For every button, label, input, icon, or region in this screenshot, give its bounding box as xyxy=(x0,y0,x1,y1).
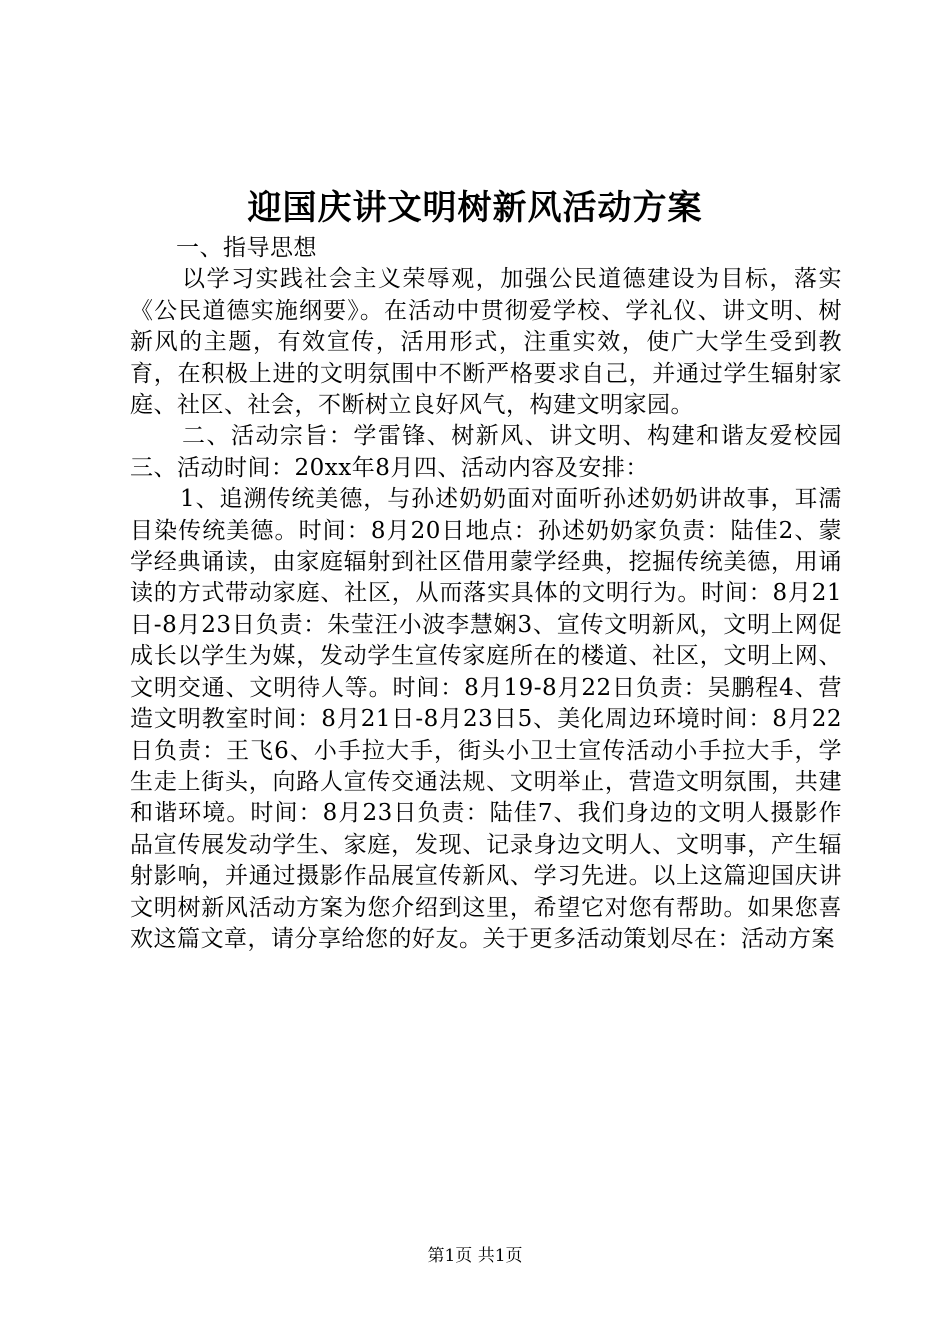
paragraph-purpose-time-content: 二、活动宗旨：学雷锋、树新风、讲文明、构建和谐友爱校园三、活动时间：20xx年8月四、活动内容及安排： xyxy=(130,423,842,481)
paragraph-guiding-thought: 以学习实践社会主义荣辱观，加强公民道德建设为目标，落实《公民道德实施纲要》。在活动中贯彻爱学校、学礼仪、讲文明、树新风的主题，有效宣传，活用形式，注重实效，使广大学生受到教育，在积极上进的文明氛围中不断严格要求自己，并通过学生辐射家庭、社区、社会，不断树立良好风气，构建文明家园。 xyxy=(130,266,842,419)
document-title: 迎国庆讲文明树新风活动方案 xyxy=(247,188,703,228)
page-footer: 第1页 共1页 xyxy=(427,1246,523,1266)
section-heading-guiding-thought: 一、指导思想 xyxy=(176,235,317,261)
paragraph-activity-list: 1、追溯传统美德，与孙述奶奶面对面听孙述奶奶讲故事，耳濡目染传统美德。时间：8月20日地点：孙述奶奶家负责：陆佳2、蒙学经典诵读，由家庭辐射到社区借用蒙学经典，挖掘传统美德，用诵读的方式带动家庭、社区，从而落实具体的文明行为。时间：8月21日-8月23日负责：朱莹汪小波李慧娴3、宣传文明新风，文明上网促成长以学生为媒，发动学生宣传家庭所在的楼道、社区，文明上网、文明交通、文明待人等。时间：8月19-8月22日负责：吴鹏程4、营造文明教室时间：8月21日-8月23日5、美化周边环境时间：8月22日负责：王飞6、小手拉大手，街头小卫士宣传活动小手拉大手，学生走上街头，向路人宣传交通法规、文明举止，营造文明氛围，共建和谐环境。时间：8月23日负责：陆佳7、我们身边的文明人摄影作品宣传展发动学生、家庭，发现、记录身边文明人、文明事，产生辐射影响，并通过摄影作品展宣传新风、学习先进。以上这篇迎国庆讲文明树新风活动方案为您介绍到这里，希望它对您有帮助。如果您喜欢这篇文章，请分享给您的好友。关于更多活动策划尽在：活动方案 xyxy=(130,486,842,952)
document-body xyxy=(130,233,842,955)
